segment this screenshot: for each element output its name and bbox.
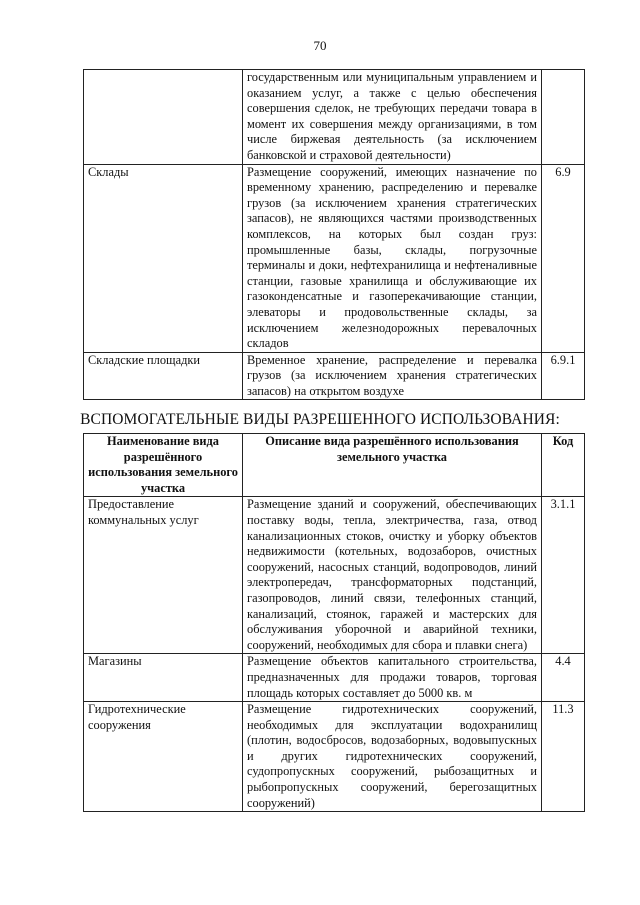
use-name-cell: Склады (84, 164, 243, 352)
use-name-cell: Магазины (84, 654, 243, 702)
use-code-cell: 6.9.1 (542, 352, 585, 400)
use-description-cell: Размещение гидротехнических сооружений, необходимых для эксплуатации водохранилищ (плотин, водосбросов, водозаборных, водовыпускных и других гидротехнических сооружений, судопропускных сооружений, рыбозащитных и рыбопропускных сооружений, берегозащитных сооружений) (243, 702, 542, 812)
table-row (84, 164, 585, 352)
use-code-cell: 6.9 (542, 164, 585, 352)
auxiliary-use-table (83, 433, 585, 812)
table-header-row (84, 434, 585, 497)
use-description-cell: государственным или муниципальным управлением и оказанием услуг, а также с целью обеспечения совершения сделок, не требующих передачи товара в момент их совершения между организациями, в том числе биржевая деятельность (за исключением банковской и страховой деятельности) (243, 70, 542, 165)
use-name-cell: Гидротехнические сооружения (84, 702, 243, 812)
use-description-cell: Размещение зданий и сооружений, обеспечивающих поставку воды, тепла, электричества, газа, отвод канализационных стоков, очистку и уборку объектов недвижимости (котельных, водозаборов, очистных сооружений, насосных станций, водопроводов, линий электропередач, трансформаторных подстанций, газопроводов, линий связи, телефонных станций, канализаций, стоянок, гаражей и мастерских для обслуживания уборочной и аварийной техники, сооружений, необходимых для сбора и плавки снега) (243, 497, 542, 654)
column-header-code: Код (542, 434, 585, 497)
use-code-cell: 4.4 (542, 654, 585, 702)
use-code-cell: 3.1.1 (542, 497, 585, 654)
table-row (84, 654, 585, 702)
use-name-cell (84, 70, 243, 165)
use-description-cell: Размещение сооружений, имеющих назначение по временному хранению, распределению и перевалке грузов (за исключением хранения стратегических запасов), не являющихся частями производственных комплексов, на которых был создан груз: промышленные базы, склады, погрузочные терминалы и доки, нефтехранилища и нефтеналивные станции, газовые хранилища и обслуживающие их газоконденсатные и газоперекачивающие станции, элеваторы и продовольственные склады, за исключением железнодорожных перевалочных складов (243, 164, 542, 352)
use-name-cell: Складские площадки (84, 352, 243, 400)
table-row (84, 497, 585, 654)
permitted-use-table-continued (83, 69, 585, 400)
page-number: 70 (313, 38, 327, 53)
section-heading: ВСПОМОГАТЕЛЬНЫЕ ВИДЫ РАЗРЕШЕННОГО ИСПОЛЬЗОВАНИЯ: (80, 411, 560, 428)
use-description-cell: Временное хранение, распределение и перевалка грузов (за исключением хранения стратегических запасов) на открытом воздухе (243, 352, 542, 400)
use-name-cell: Предоставление коммунальных услуг (84, 497, 243, 654)
use-code-cell (542, 70, 585, 165)
column-header-description: Описание вида разрешённого использования земельного участка (243, 434, 542, 497)
table-row (84, 702, 585, 812)
use-code-cell: 11.3 (542, 702, 585, 812)
table-row (84, 352, 585, 400)
column-header-name: Наименование вида разрешённого использования земельного участка (84, 434, 243, 497)
use-description-cell: Размещение объектов капитального строительства, предназначенных для продажи товаров, торговая площадь которых составляет до 5000 кв. м (243, 654, 542, 702)
table-row (84, 70, 585, 165)
